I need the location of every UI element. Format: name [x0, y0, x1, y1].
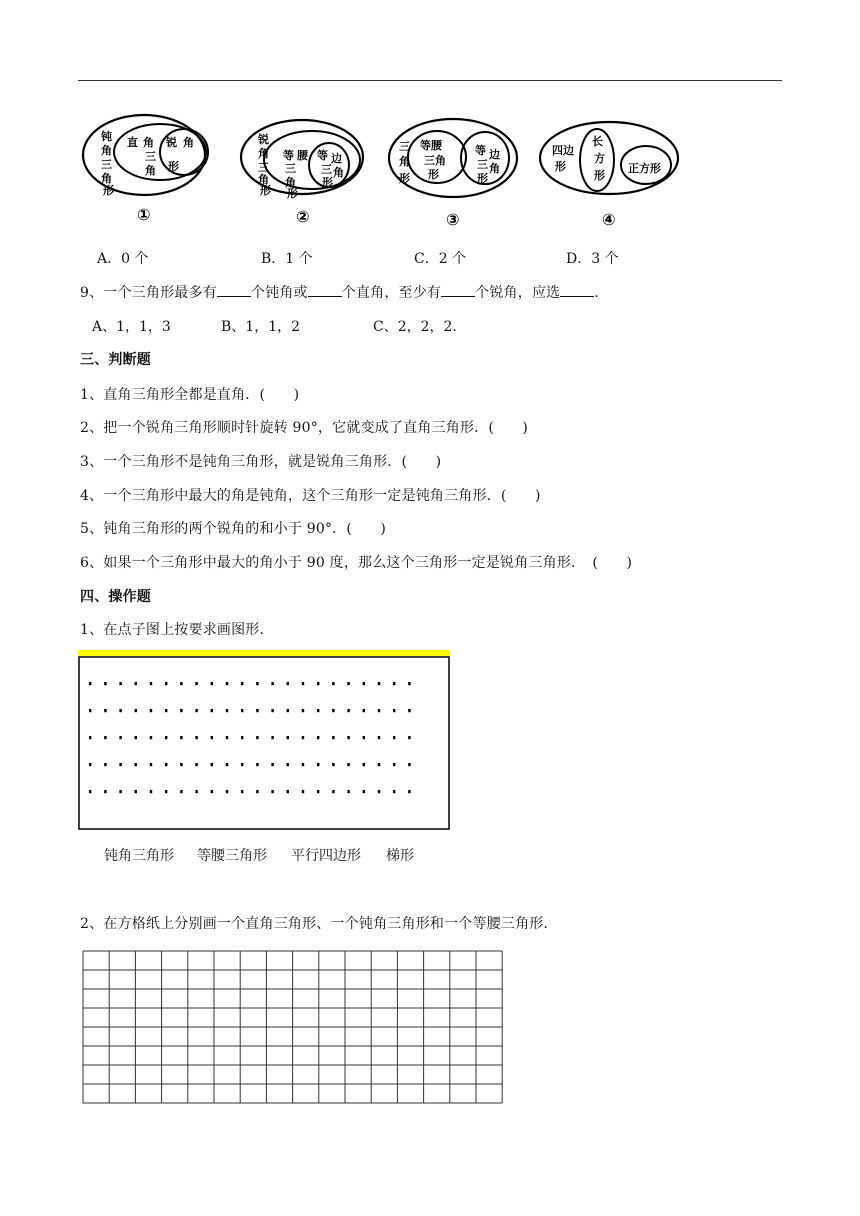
venn3-outer-1: 三 [399, 140, 410, 153]
q9-text-1: 9、一个三角形最多有 [80, 285, 217, 301]
grid-dot [271, 682, 273, 685]
venn1-inner-5: 形 [168, 160, 179, 173]
q9-option-a: A、1，1，3 [92, 319, 171, 335]
grid-dot [378, 763, 380, 766]
venn1-outer-5: 形 [103, 184, 114, 197]
venn2-inner-5: 形 [322, 176, 333, 189]
venn4-outer-1: 四边 [552, 144, 574, 157]
venn2-number: ② [296, 207, 310, 226]
venn3-inner-4: 角 [489, 162, 500, 175]
grid-dot [211, 736, 213, 739]
venn2-mid-4: 角 [285, 176, 296, 189]
shape-label-trapezoid: 梯形 [386, 848, 414, 864]
grid-dot [393, 709, 395, 712]
grid-dot [211, 709, 213, 712]
grid-dot [226, 736, 228, 739]
grid-dot [226, 682, 228, 685]
grid-dot [287, 763, 289, 766]
grid-dot [332, 682, 334, 685]
grid-dot [89, 709, 91, 712]
grid-dot [135, 736, 137, 739]
venn2-mid-1: 等 [283, 149, 294, 162]
venn4-outer-2: 形 [555, 160, 566, 173]
venn3-inner-1: 等 [475, 144, 486, 157]
grid-dot [256, 736, 258, 739]
grid-dot [317, 790, 319, 793]
grid-dot [347, 763, 349, 766]
q9-option-b: B、1，1，2 [221, 319, 301, 335]
grid-dot [150, 709, 152, 712]
venn1-inner-4: 角 [145, 164, 156, 177]
grid-dot [347, 736, 349, 739]
grid-dot [287, 736, 289, 739]
grid-dot [165, 736, 167, 739]
venn4-mid-2: 方 [594, 152, 605, 165]
grid-dot [195, 763, 197, 766]
venn1-mid-1: 直 [127, 136, 138, 149]
venn3-mid-2: 三角 [424, 154, 446, 167]
shape-label-obtuse-triangle: 钝角三角形 [104, 848, 174, 864]
grid-dot [135, 790, 137, 793]
grid-dot [393, 790, 395, 793]
venn2-inner-1: 等 [317, 149, 328, 162]
grid-dot [150, 682, 152, 685]
venn1-inner-2: 角 [183, 136, 194, 149]
grid-dot [180, 736, 182, 739]
q9-text-5: ． [594, 285, 609, 301]
square-grid[interactable] [82, 950, 508, 1106]
venn3-inner-2: 边 [489, 148, 500, 161]
venn3-number: ③ [446, 210, 460, 229]
grid-dot [317, 709, 319, 712]
grid-dot [180, 709, 182, 712]
grid-dot [119, 763, 121, 766]
venn-diagram-4 [540, 122, 678, 229]
grid-dot [393, 682, 395, 685]
grid-dot [89, 763, 91, 766]
grid-dot [408, 682, 410, 685]
grid-dot [165, 682, 167, 685]
square-grid-lines [83, 951, 502, 1103]
grid-dot [302, 790, 304, 793]
venn2-outer-1: 锐 [258, 133, 269, 146]
section-4-title: 四、操作题 [80, 589, 151, 605]
grid-dot [195, 736, 197, 739]
venn2-inner-2: 边 [331, 152, 342, 165]
grid-dot [119, 682, 121, 685]
grid-dot [302, 736, 304, 739]
grid-dot [104, 682, 106, 685]
grid-dot [408, 736, 410, 739]
operation-1-text: 1、在点子图上按要求画图形． [80, 622, 274, 638]
grid-dot [119, 736, 121, 739]
venn-diagram-3 [389, 119, 517, 229]
venn1-outer-4: 角 [101, 172, 112, 185]
grid-dot [89, 736, 91, 739]
grid-dot [241, 709, 243, 712]
grid-dot [89, 682, 91, 685]
q9-text-4: 个锐角，应选 [475, 285, 561, 301]
venn2-outer-5: 形 [260, 184, 271, 197]
grid-dot [302, 709, 304, 712]
grid-dot [165, 709, 167, 712]
grid-dot [195, 682, 197, 685]
grid-dot [256, 763, 258, 766]
grid-dot [408, 763, 410, 766]
grid-dot [302, 763, 304, 766]
grid-dot [271, 790, 273, 793]
judge-item-5: 5、钝角三角形的两个锐角的和小于 90°．( ) [80, 521, 387, 537]
q9-option-c: C、2，2，2． [373, 319, 467, 335]
q8-option-b: B．1 个 [261, 251, 313, 267]
grid-dot [256, 709, 258, 712]
venn-diagrams [80, 110, 700, 235]
grid-dot [317, 763, 319, 766]
grid-dot [226, 709, 228, 712]
operation-2-text: 2、在方格纸上分别画一个直角三角形、一个钝角三角形和一个等腰三角形． [80, 916, 558, 932]
grid-dot [287, 790, 289, 793]
judge-item-6: 6、如果一个三角形中最大的角小于 90 度，那么这个三角形一定是锐角三角形． ( ) [80, 555, 633, 571]
venn1-number: ① [137, 205, 151, 224]
venn2-inner-4: 角 [333, 166, 344, 179]
q9-text-3: 个直角，至少有 [341, 285, 442, 301]
grid-dot [180, 763, 182, 766]
venn3-inner-5: 形 [477, 172, 488, 185]
grid-dot [393, 763, 395, 766]
venn1-outer-1: 钝 [101, 130, 112, 143]
q9-blank-1[interactable] [217, 284, 251, 297]
venn3-mid-1: 等腰 [420, 139, 442, 152]
grid-dot [287, 682, 289, 685]
venn4-inner-1: 正方形 [628, 162, 661, 175]
dot-grid[interactable] [78, 656, 450, 830]
grid-dot [135, 709, 137, 712]
grid-dot [119, 790, 121, 793]
grid-dot [287, 709, 289, 712]
grid-dot [317, 682, 319, 685]
grid-dot [150, 736, 152, 739]
grid-dot [211, 790, 213, 793]
grid-dot [165, 790, 167, 793]
venn2-mid-3: 三 [285, 162, 296, 175]
grid-dot [271, 736, 273, 739]
grid-dot [332, 736, 334, 739]
grid-dot [211, 682, 213, 685]
grid-dot [378, 736, 380, 739]
venn3-inner-3: 三 [477, 158, 488, 171]
venn3-outer-2: 角 [399, 155, 410, 168]
grid-dot [317, 736, 319, 739]
grid-dot [363, 682, 365, 685]
grid-dot [408, 790, 410, 793]
venn2-outer-4: 角 [258, 173, 269, 186]
grid-dot [363, 736, 365, 739]
grid-dot [347, 790, 349, 793]
grid-dot [332, 709, 334, 712]
venn1-mid-2: 角 [143, 136, 154, 149]
venn-diagram-2 [241, 120, 363, 226]
shape-label-isosceles-triangle: 等腰三角形 [197, 848, 267, 864]
q8-option-d: D．3 个 [566, 251, 619, 267]
grid-dot [271, 763, 273, 766]
grid-dot [347, 682, 349, 685]
grid-dot [241, 790, 243, 793]
venn4-mid-3: 形 [594, 169, 605, 182]
venn3-outer-3: 形 [399, 172, 410, 185]
grid-dot [150, 763, 152, 766]
judge-item-3: 3、一个三角形不是钝角三角形，就是锐角三角形．( ) [80, 454, 442, 470]
grid-dot [363, 790, 365, 793]
grid-dot [241, 682, 243, 685]
grid-dot [195, 709, 197, 712]
venn2-outer-2: 角 [258, 147, 269, 160]
venn1-inner-1: 锐 [166, 136, 177, 149]
grid-dot [378, 682, 380, 685]
venn1-inner-3: 三 [145, 150, 156, 163]
grid-dot [135, 763, 137, 766]
question-9 [80, 282, 609, 302]
grid-dot [195, 790, 197, 793]
grid-dot [104, 763, 106, 766]
grid-dot [393, 736, 395, 739]
q9-text-2: 个钝角或 [250, 285, 308, 301]
venn-diagram-1 [83, 115, 208, 224]
grid-dot [256, 790, 258, 793]
venn2-mid-2: 腰 [297, 149, 308, 162]
grid-dot [165, 763, 167, 766]
grid-dot [241, 763, 243, 766]
grid-dot [119, 709, 121, 712]
venn1-outer-2: 角 [101, 144, 112, 157]
shape-label-parallelogram: 平行四边形 [291, 848, 361, 864]
grid-dot [135, 682, 137, 685]
venn4-number: ④ [602, 210, 616, 229]
venn2-mid-5: 形 [287, 187, 298, 200]
grid-dot [104, 736, 106, 739]
venn1-outer-3: 三 [101, 158, 112, 171]
grid-dot [226, 790, 228, 793]
grid-dot [347, 709, 349, 712]
q8-option-c: C．2 个 [414, 251, 467, 267]
grid-dot [363, 709, 365, 712]
judge-item-2: 2、把一个锐角三角形顺时针旋转 90°，它就变成了直角三角形．( ) [80, 420, 529, 436]
judge-item-1: 1、直角三角形全都是直角．( ) [80, 387, 300, 403]
grid-dot [180, 790, 182, 793]
grid-dot [89, 790, 91, 793]
q9-blank-3[interactable] [441, 284, 475, 297]
grid-dot [363, 763, 365, 766]
grid-dot [378, 709, 380, 712]
q9-blank-2[interactable] [308, 284, 342, 297]
grid-dot [180, 682, 182, 685]
grid-dot [302, 682, 304, 685]
q9-blank-4[interactable] [560, 284, 594, 297]
grid-dot [332, 790, 334, 793]
grid-dot [271, 709, 273, 712]
venn2-outer-3: 三 [258, 161, 269, 174]
section-3-title: 三、判断题 [80, 352, 151, 368]
grid-dot [104, 790, 106, 793]
grid-dot [408, 709, 410, 712]
grid-dot [332, 763, 334, 766]
grid-dot [104, 709, 106, 712]
grid-dot [226, 763, 228, 766]
header-rule [78, 80, 782, 81]
grid-dot [241, 736, 243, 739]
grid-dot [256, 682, 258, 685]
judge-item-4: 4、一个三角形中最大的角是钝角，这个三角形一定是钝角三角形．( ) [80, 488, 541, 504]
grid-dot [211, 763, 213, 766]
venn4-mid-1: 长 [592, 135, 603, 148]
venn3-mid-3: 形 [428, 168, 439, 181]
grid-dot [150, 790, 152, 793]
venn2-inner-3: 三 [321, 163, 332, 176]
grid-dot [378, 790, 380, 793]
q8-option-a: A．0 个 [97, 251, 149, 267]
